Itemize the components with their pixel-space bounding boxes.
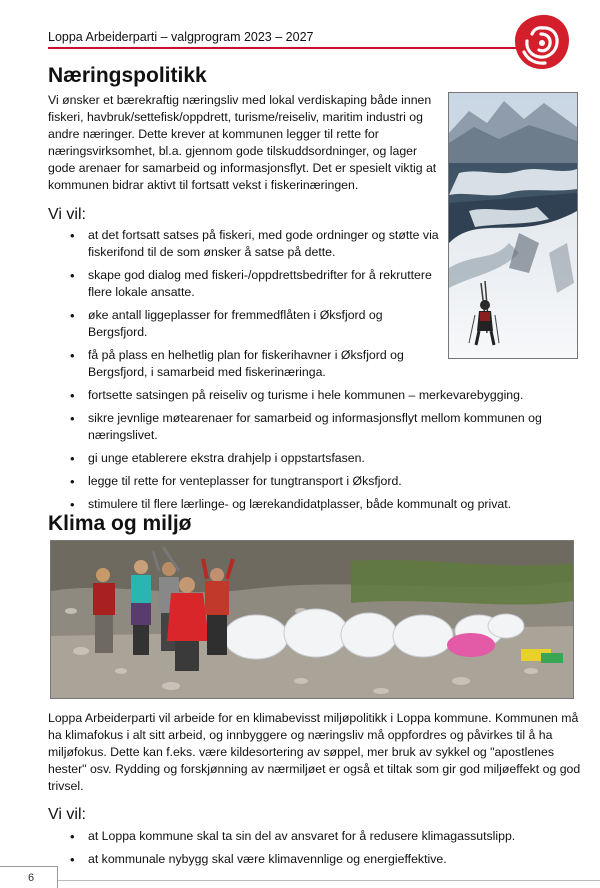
header-rule bbox=[48, 47, 516, 49]
list-item: • at Loppa kommune skal ta sin del av ansvaret for å redusere klimagassutslipp. bbox=[48, 828, 568, 845]
beach-cleanup-illustration bbox=[51, 541, 573, 698]
intro-line: trivsel. bbox=[48, 779, 84, 793]
list-item: • fortsette satsingen på reiseliv og turisme i hele kommunen – merkevarebygging. bbox=[48, 387, 548, 404]
intro-line: Vi ønsker et bærekraftig næringsliv med lokal verdiskaping både innen bbox=[48, 93, 432, 107]
intro-line: andre næringer. Dette krever at kommunen legger til rette for bbox=[48, 127, 379, 141]
intro-line: hester" osv. Rydding og forskjønning av nærmiljøet er også et tiltak som gir god miljøeffekt og god bbox=[48, 762, 581, 776]
list-item: • at det fortsatt satses på fiskeri, med gode ordninger og støtte via fiskerifond til de som ønsker å satse på dette. bbox=[48, 227, 548, 261]
footer-rule bbox=[58, 880, 600, 881]
header-title: Loppa Arbeiderparti – valgprogram 2023 – 2027 bbox=[48, 30, 314, 44]
intro-line: ha klimafokus i alt sitt arbeid, og innbyggere og næringsliv må oppfordres og påvirkes til å ha bbox=[48, 728, 553, 742]
rose-logo-icon bbox=[512, 12, 572, 72]
intro-line: miljøfokus. Dette kan f.eks. være kildesortering av søppel, mer bruk av sykkel og "apostlenes bbox=[48, 745, 555, 759]
list-item: • gi unge etablerere ekstra drahjelp i oppstartsfasen. bbox=[48, 450, 548, 467]
vivil-heading: Vi vil: bbox=[48, 806, 86, 823]
intro-line: Loppa Arbeiderparti vil arbeide for en klimabevisst miljøpolitikk i Loppa kommune. Kommunen må bbox=[48, 711, 579, 725]
intro-line: fiskeri, havbruk/settefisk/oppdrett, turisme/reiseliv, maritim industri og bbox=[48, 110, 423, 124]
list-item: • legge til rette for venteplasser for tungtransport i Øksfjord. bbox=[48, 473, 548, 490]
list-item: • skape god dialog med fiskeri-/oppdrettsbedrifter for å rekruttere flere lokale ansatte. bbox=[48, 267, 548, 301]
intro-line: gode arenaer for samarbeid og informasjonsflyt. Det er spesielt viktig at bbox=[48, 161, 437, 175]
intro-line: næringsvirksomhet, bl.a. gjennom gode tilskuddsordninger, og lager bbox=[48, 144, 418, 158]
list-item: • at kommunale nybygg skal være klimavennlige og energieffektive. bbox=[48, 851, 568, 868]
beach-cleanup-photo bbox=[50, 540, 574, 699]
section-heading-klima: Klima og miljø bbox=[48, 512, 192, 535]
list-item: • øke antall liggeplasser for fremmedflåten i Øksfjord og Bergsfjord. bbox=[48, 307, 548, 341]
list-item: • sikre jevnlige møtearenaer for samarbeid og informasjonsflyt mellom kommunen og næringslivet. bbox=[48, 410, 548, 444]
list-item: • få på plass en helhetlig plan for fiskerihavner i Øksfjord og Bergsfjord, i samarbeid med fiskerinæringa. bbox=[48, 347, 548, 381]
klima-bullet-list bbox=[48, 828, 568, 868]
section-heading-naering: Næringspolitikk bbox=[48, 64, 207, 87]
intro-line: kommunen bidrar aktivt til fortsatt vekst i fiskerinæringen. bbox=[48, 178, 359, 192]
mountain-skier-illustration bbox=[449, 93, 577, 358]
vivil-heading: Vi vil: bbox=[48, 206, 86, 223]
naering-intro bbox=[48, 92, 436, 194]
mountain-skier-photo bbox=[448, 92, 578, 359]
klima-intro bbox=[48, 710, 580, 795]
list-item: • stimulere til flere lærlinge- og lærekandidatplasser, både kommunalt og privat. bbox=[48, 496, 548, 513]
page-number: 6 bbox=[28, 872, 35, 884]
